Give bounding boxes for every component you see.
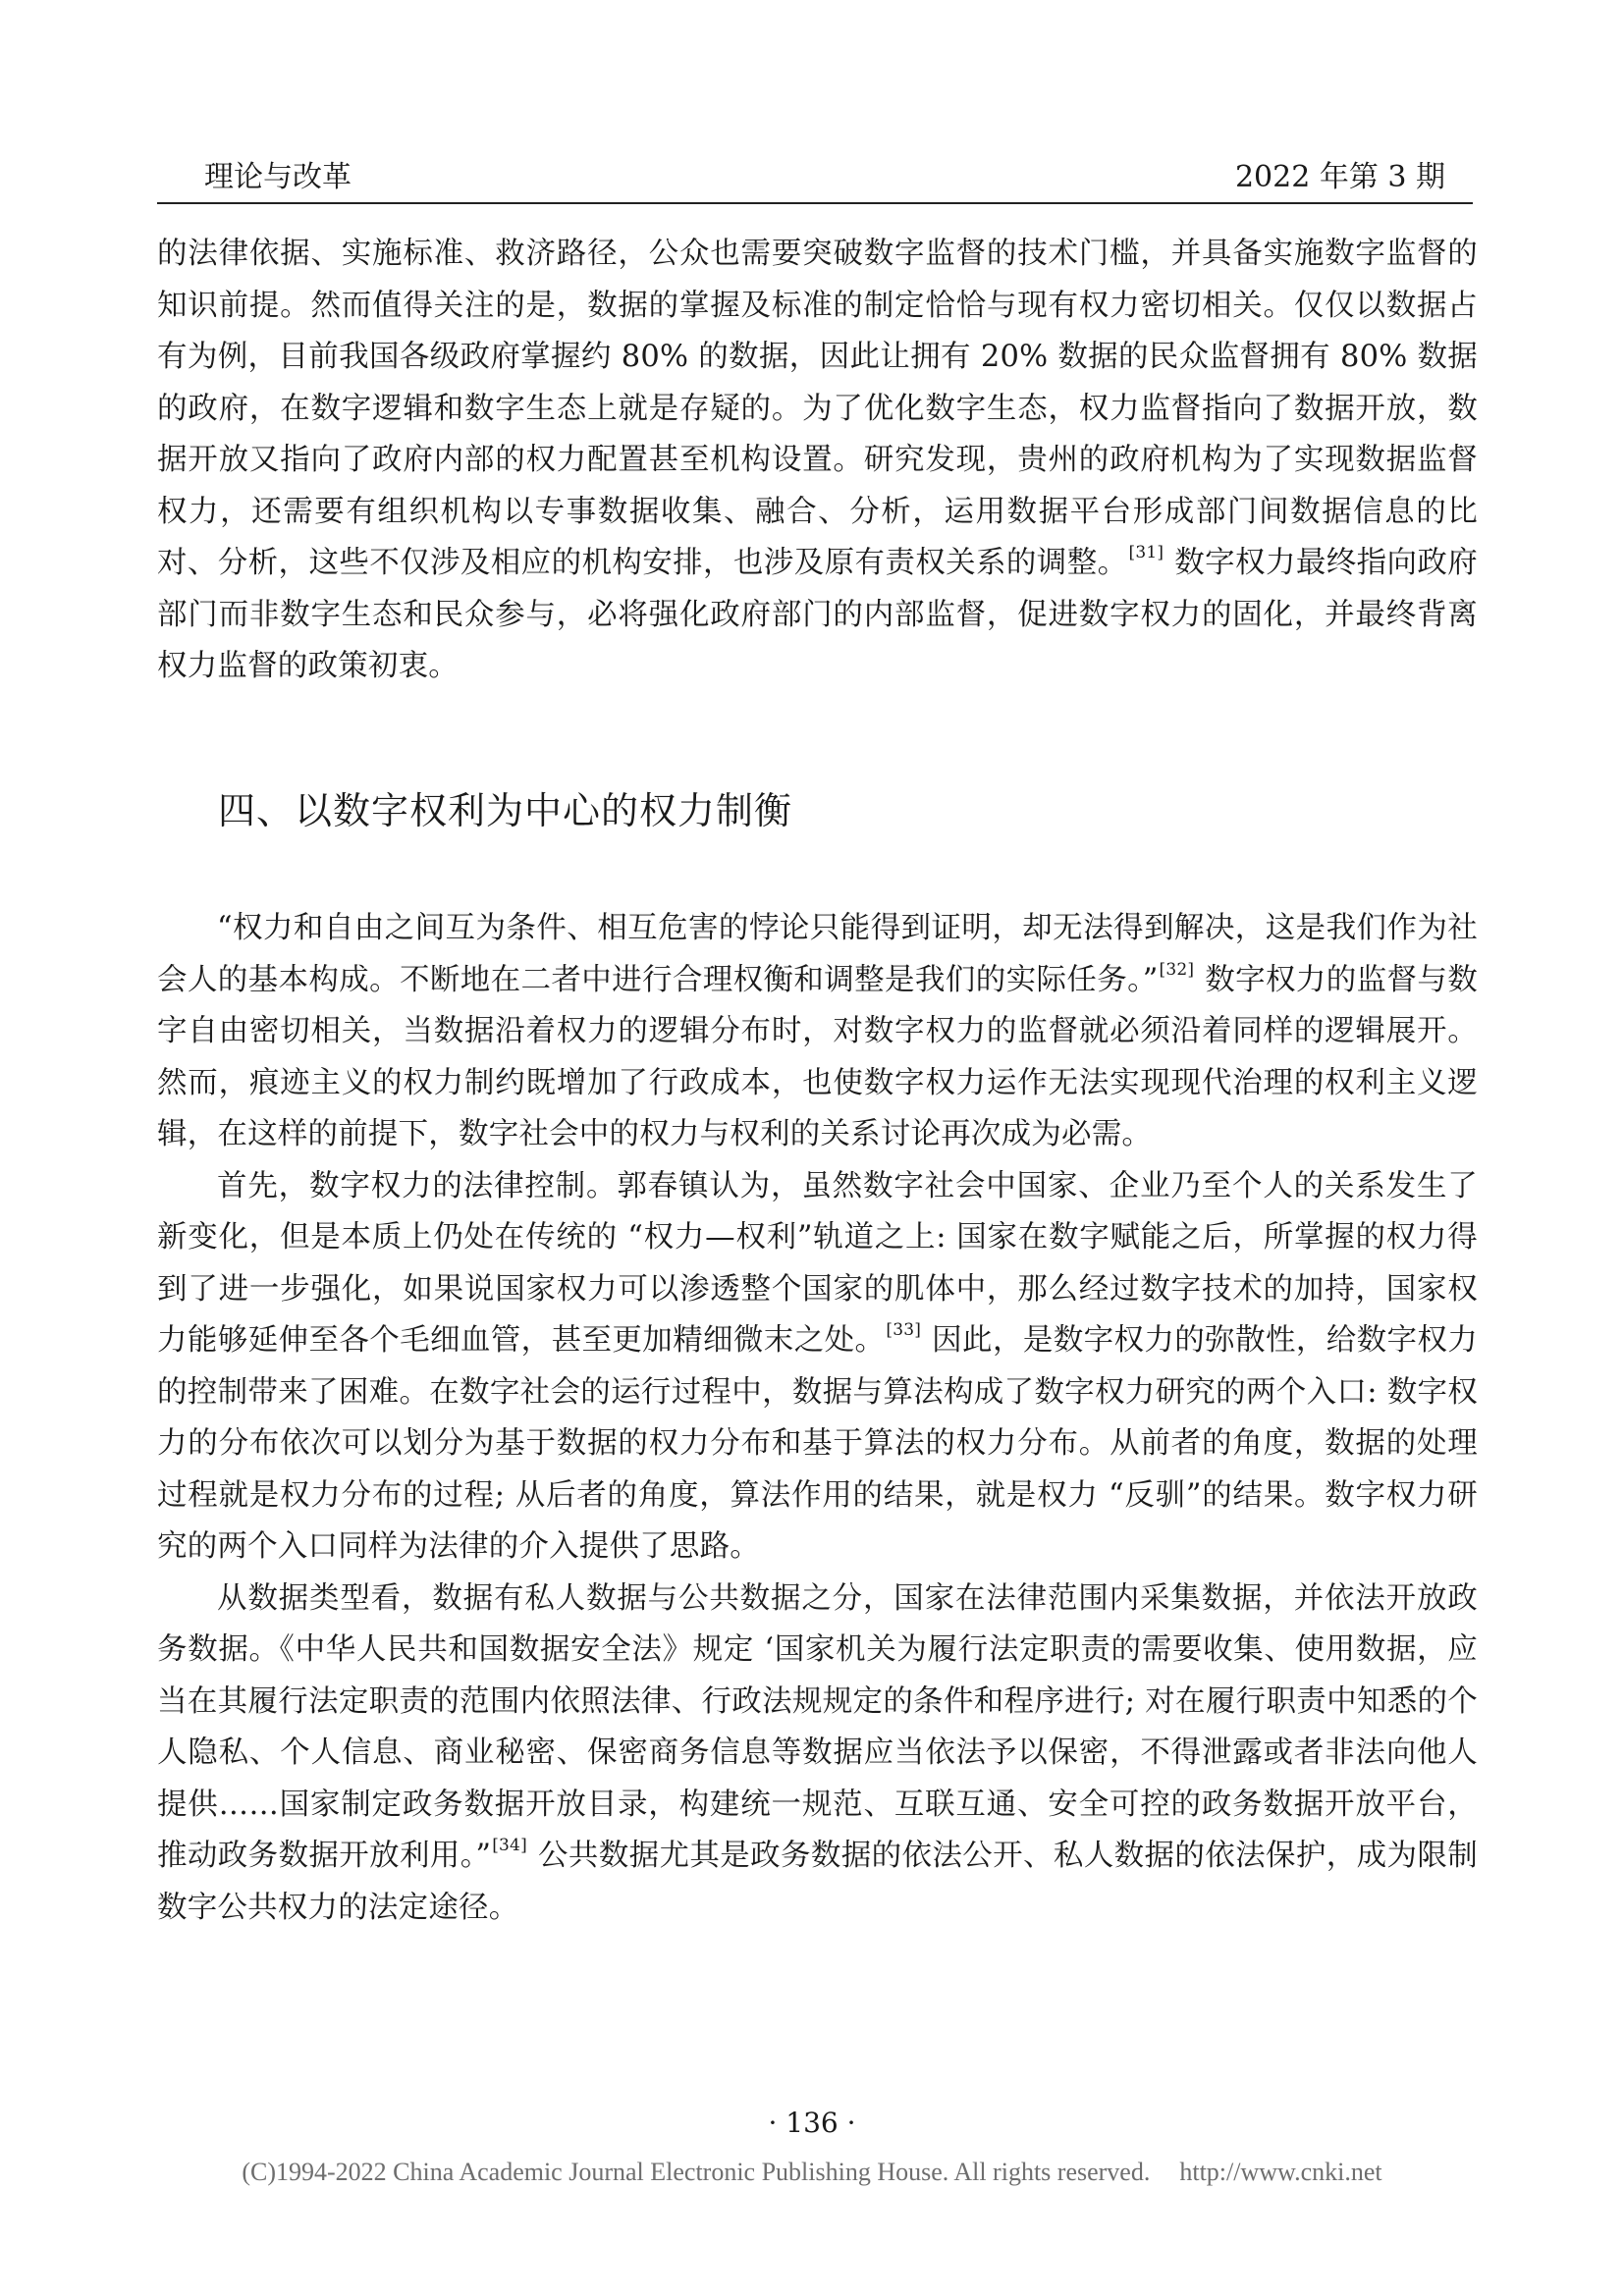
paragraph-text: 首先，数字权力的法律控制。郭春镇认为，虽然数字社会中国家、企业乃至个人的关系发生了新变化，但是本质上仍处在传统的 “权力—权利”轨道之上: 国家在数字赋能之后，所掌握的权力得到了进一步强化，如果说国家权力可以渗透整个国家的肌体中，那么经过数字技术的加持，国家权力能够延伸至各个毛细血管，甚至更加精细微末之处。 — [157, 1168, 1478, 1358]
paragraph-text: 从数据类型看，数据有私人数据与公共数据之分，国家在法律范围内采集数据，并依法开放政务数据。《中华人民共和国数据安全法》规定 ‘国家机关为履行法定职责的需要收集、使用数据，应当在其履行法定职责的范围内依照法律、行政法规规定的条件和程序进行; 对在履行职责中知悉的个人隐私、个人信息、商业秘密、保密商务信息等数据应当依法予以保密，不得泄露或者非法向他人提供……国家制定政务数据开放目录，构建统一规范、互联互通、安全可控的政务数据开放平台，推动政务数据开放利用。” — [157, 1580, 1478, 1873]
paragraph — [157, 229, 1478, 693]
paragraph — [157, 1574, 1478, 1935]
paragraph-text: 因此，是数字权力的弥散性，给数字权力的控制带来了困难。在数字社会的运行过程中，数据与算法构成了数字权力研究的两个入口: 数字权力的分布依次可以划分为基于数据的权力分布和基于算法的权力分布。从前者的角度，数据的处理过程就是权力分布的过程; 从后者的角度，算法作用的结果，就是权力 “反驯”的结果。数字权力研究的两个入口同样为法律的介入提供了思路。 — [157, 1323, 1478, 1564]
citation-ref: [34] — [492, 1836, 527, 1855]
paragraph-text: “权力和自由之间互为条件、相互危害的悖论只能得到证明，却无法得到解决，这是我们作为社会人的基本构成。不断地在二者中进行合理权衡和调整是我们的实际任务。” — [157, 911, 1478, 997]
body-text-upper — [157, 229, 1478, 693]
issue-label: 2022 年第 3 期 — [1234, 160, 1445, 194]
body-text-lower — [157, 903, 1478, 1934]
paragraph — [157, 903, 1478, 1161]
page-number: · 136 · — [768, 2107, 856, 2139]
paragraph-text: 的法律依据、实施标准、救济路径，公众也需要突破数字监督的技术门槛，并具备实施数字监督的知识前提。然而值得关注的是，数据的掌握及标准的制定恰恰与现有权力密切相关。仅仅以数据占有为例，目前我国各级政府掌握约 80% 的数据，因此让拥有 20% 数据的民众监督拥有 80% 数据的政府，在数字逻辑和数字生态上就是存疑的。为了优化数字生态，权力监督指向了数据开放，数据开放又指向了政府内部的权力配置甚至机构设置。研究发现，贵州的政府机构为了实现数据监督权力，还需要有组织机构以专事数据收集、融合、分析，运用数据平台形成部门间数据信息的比对、分析，这些不仅涉及相应的机构安排，也涉及原有责权关系的调整。 — [157, 237, 1478, 580]
citation-ref: [33] — [886, 1320, 922, 1340]
section-heading: 四、以数字权利为中心的权力制衡 — [218, 789, 793, 832]
copyright-line — [0, 2153, 1624, 2192]
paragraph-text: 数字权力最终指向政府部门而非数字生态和民众参与，必将强化政府部门的内部监督，促进数字权力的固化，并最终背离权力监督的政策初衷。 — [157, 546, 1478, 683]
header-divider — [157, 202, 1473, 204]
journal-title: 理论与改革 — [204, 160, 352, 194]
paragraph — [157, 1161, 1478, 1574]
paragraph-text: 公共数据尤其是政务数据的依法公开、私人数据的依法保护，成为限制数字公共权力的法定途径。 — [157, 1839, 1479, 1925]
cnki-url-link[interactable]: http://www.cnki.net — [1179, 2158, 1382, 2186]
paragraph-text: 数字权力的监督与数字自由密切相关，当数据沿着权力的逻辑分布时，对数字权力的监督就必须沿着同样的逻辑展开。然而，痕迹主义的权力制约既增加了行政成本，也使数字权力运作无法实现现代治理的权利主义逻辑，在这样的前提下，数字社会中的权力与权利的关系讨论再次成为必需。 — [157, 962, 1478, 1151]
citation-ref: [31] — [1128, 543, 1164, 562]
copyright-text: (C)1994-2022 China Academic Journal Electronic Publishing House. All rights reserved. — [242, 2158, 1151, 2186]
citation-ref: [32] — [1159, 959, 1195, 980]
running-header — [157, 153, 1473, 202]
